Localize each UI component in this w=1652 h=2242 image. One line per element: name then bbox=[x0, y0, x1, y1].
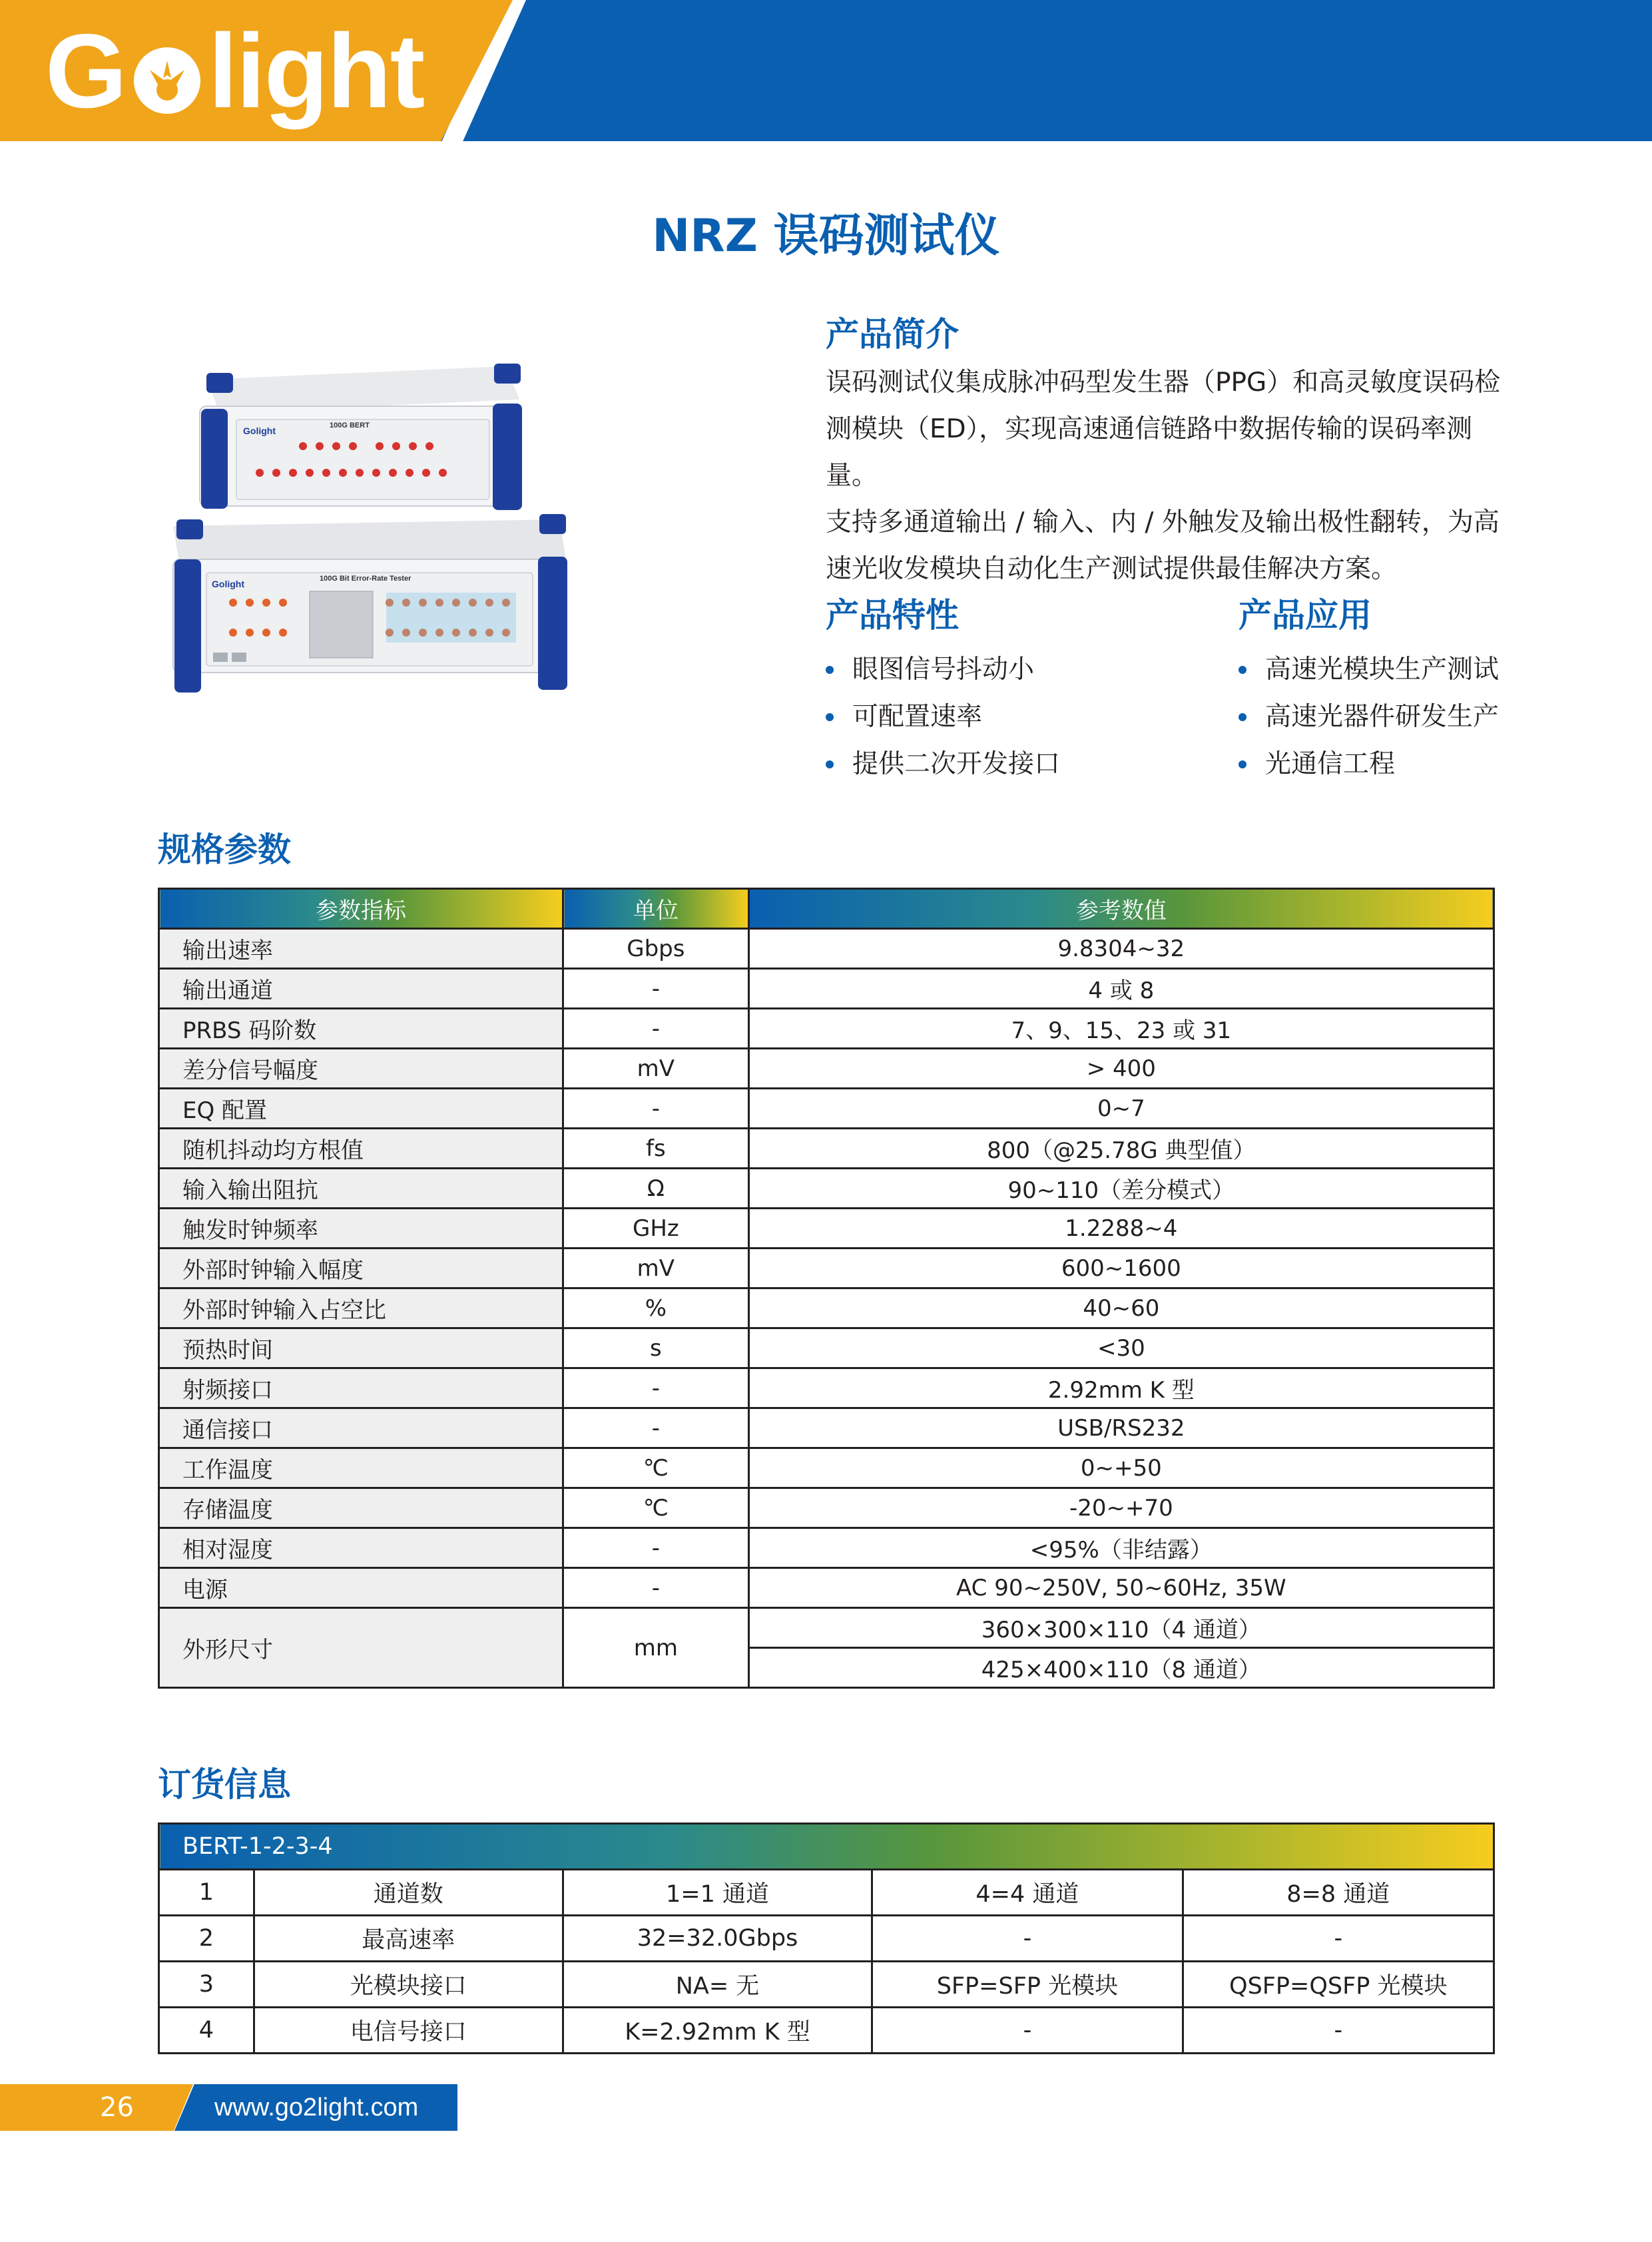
spec-value: 0~+50 bbox=[748, 1448, 1494, 1488]
order-cell: 8=8 通道 bbox=[1183, 1870, 1494, 1916]
order-cell: 4=4 通道 bbox=[872, 1870, 1183, 1916]
spec-row bbox=[159, 1169, 1494, 1209]
spec-value: 800（@25.78G 典型值） bbox=[748, 1129, 1494, 1169]
feature-item: 提供二次开发接口 bbox=[826, 740, 1060, 788]
spec-row bbox=[159, 929, 1494, 969]
bottom-unit-label: 100G Bit Error-Rate Tester bbox=[320, 575, 412, 583]
spec-name: 外部时钟输入幅度 bbox=[159, 1249, 563, 1288]
spec-name: 外部时钟输入占空比 bbox=[159, 1288, 563, 1328]
spec-name: 预热时间 bbox=[159, 1328, 563, 1368]
footer-page-panel bbox=[0, 2084, 193, 2131]
spec-unit: - bbox=[563, 1408, 749, 1448]
order-cell: - bbox=[1183, 1916, 1494, 1962]
spec-row bbox=[159, 1328, 1494, 1368]
spec-row bbox=[159, 1488, 1494, 1528]
order-index: 4 bbox=[159, 2008, 254, 2054]
spec-value: -20~+70 bbox=[748, 1488, 1494, 1528]
spec-row bbox=[159, 969, 1494, 1009]
order-cell: 32=32.0Gbps bbox=[563, 1916, 872, 1962]
order-cell: 光模块接口 bbox=[254, 1962, 563, 2008]
spec-body bbox=[159, 929, 1494, 1688]
top-unit-image bbox=[200, 364, 522, 510]
spec-value: 600~1600 bbox=[748, 1249, 1494, 1288]
feature-item: 可配置速率 bbox=[826, 693, 1060, 740]
order-cell: - bbox=[872, 2008, 1183, 2054]
order-index: 3 bbox=[159, 1962, 254, 2008]
spec-unit: - bbox=[563, 1009, 749, 1049]
spec-row bbox=[159, 1129, 1494, 1169]
spec-name: 触发时钟频率 bbox=[159, 1209, 563, 1249]
spec-value: 360×300×110（4 通道） bbox=[748, 1608, 1494, 1648]
spec-row bbox=[159, 1368, 1494, 1408]
order-code-row bbox=[159, 1824, 1494, 1870]
spec-value: USB/RS232 bbox=[748, 1408, 1494, 1448]
spec-unit: fs bbox=[563, 1129, 749, 1169]
spec-name: 差分信号幅度 bbox=[159, 1049, 563, 1089]
page-title: NRZ 误码测试仪 bbox=[652, 210, 1000, 262]
order-body bbox=[159, 1824, 1494, 2054]
page-number: 26 bbox=[100, 2092, 134, 2123]
spec-unit: GHz bbox=[563, 1209, 749, 1249]
spec-unit: - bbox=[563, 1089, 749, 1129]
intro-line: 测模块（ED），实现高速通信链路中数据传输的误码率测量。 bbox=[826, 414, 1473, 491]
intro-line: 速光收发模块自动化生产测试提供最佳解决方案。 bbox=[826, 554, 1398, 584]
spec-value: 0~7 bbox=[748, 1089, 1494, 1129]
spec-unit: ℃ bbox=[563, 1488, 749, 1528]
order-cell: 通道数 bbox=[254, 1870, 563, 1916]
spec-unit: s bbox=[563, 1328, 749, 1368]
spec-name: 输出速率 bbox=[159, 929, 563, 969]
spec-value: 7、9、15、23 或 31 bbox=[748, 1009, 1494, 1049]
spec-heading: 规格参数 bbox=[158, 830, 291, 869]
spec-row bbox=[159, 1009, 1494, 1049]
bottom-unit-image bbox=[173, 514, 567, 693]
spec-name: 随机抖动均方根值 bbox=[159, 1129, 563, 1169]
spec-row bbox=[159, 1448, 1494, 1488]
applications-list bbox=[1239, 646, 1499, 788]
product-image bbox=[160, 360, 573, 719]
spec-row bbox=[159, 1408, 1494, 1448]
order-row bbox=[159, 1870, 1494, 1916]
spec-name: PRBS 码阶数 bbox=[159, 1009, 563, 1049]
spec-unit: - bbox=[563, 969, 749, 1009]
spec-name: EQ 配置 bbox=[159, 1089, 563, 1129]
spec-name: 外形尺寸 bbox=[159, 1608, 563, 1688]
spec-value: AC 90~250V, 50~60Hz, 35W bbox=[748, 1568, 1494, 1608]
spec-table bbox=[158, 888, 1495, 1689]
spec-row bbox=[159, 1049, 1494, 1089]
sun-icon bbox=[127, 41, 207, 121]
order-code: BERT-1-2-3-4 bbox=[159, 1824, 1494, 1870]
intro-line: 误码测试仪集成脉冲码型发生器（PPG）和高灵敏度误码检 bbox=[826, 368, 1501, 398]
spec-unit: mm bbox=[563, 1608, 749, 1688]
spec-unit: ℃ bbox=[563, 1448, 749, 1488]
spec-size-row bbox=[159, 1608, 1494, 1648]
spec-row bbox=[159, 1288, 1494, 1328]
order-cell: NA= 无 bbox=[563, 1962, 872, 2008]
spec-name: 射频接口 bbox=[159, 1368, 563, 1408]
spec-name: 输入输出阻抗 bbox=[159, 1169, 563, 1209]
top-unit-logo: Golight bbox=[243, 425, 276, 436]
spec-unit: - bbox=[563, 1568, 749, 1608]
spec-col-header: 参考数值 bbox=[748, 889, 1494, 929]
application-item: 高速光模块生产测试 bbox=[1239, 646, 1499, 693]
order-row bbox=[159, 1962, 1494, 2008]
spec-unit: Ω bbox=[563, 1169, 749, 1209]
spec-name: 通信接口 bbox=[159, 1408, 563, 1448]
application-item: 高速光器件研发生产 bbox=[1239, 693, 1499, 740]
order-row bbox=[159, 1916, 1494, 1962]
order-index: 2 bbox=[159, 1916, 254, 1962]
golight-logo: G light bbox=[45, 12, 424, 130]
spec-unit: - bbox=[563, 1368, 749, 1408]
order-heading: 订货信息 bbox=[158, 1765, 291, 1804]
order-cell: QSFP=QSFP 光模块 bbox=[1183, 1962, 1494, 2008]
order-cell: 1=1 通道 bbox=[563, 1870, 872, 1916]
spec-name: 存储温度 bbox=[159, 1488, 563, 1528]
spec-row bbox=[159, 1209, 1494, 1249]
spec-col-header: 参数指标 bbox=[159, 889, 563, 929]
order-cell: SFP=SFP 光模块 bbox=[872, 1962, 1183, 2008]
spec-value: 1.2288~4 bbox=[748, 1209, 1494, 1249]
spec-name: 相对湿度 bbox=[159, 1528, 563, 1568]
intro-heading: 产品简介 bbox=[826, 315, 959, 354]
order-index: 1 bbox=[159, 1870, 254, 1916]
spec-name: 工作温度 bbox=[159, 1448, 563, 1488]
spec-value: <30 bbox=[748, 1328, 1494, 1368]
order-cell: 电信号接口 bbox=[254, 2008, 563, 2054]
spec-value: 425×400×110（8 通道） bbox=[748, 1648, 1494, 1688]
spec-unit: Gbps bbox=[563, 929, 749, 969]
order-cell: - bbox=[872, 1916, 1183, 1962]
spec-col-header: 单位 bbox=[563, 889, 749, 929]
spec-value: 9.8304~32 bbox=[748, 929, 1494, 969]
spec-value: > 400 bbox=[748, 1049, 1494, 1089]
features-heading: 产品特性 bbox=[826, 596, 959, 635]
order-row bbox=[159, 2008, 1494, 2054]
spec-header-row bbox=[159, 889, 1494, 929]
spec-unit: - bbox=[563, 1528, 749, 1568]
spec-unit: % bbox=[563, 1288, 749, 1328]
spec-value: 90~110（差分模式） bbox=[748, 1169, 1494, 1209]
spec-value: 2.92mm K 型 bbox=[748, 1368, 1494, 1408]
spec-row bbox=[159, 1249, 1494, 1288]
spec-name: 电源 bbox=[159, 1568, 563, 1608]
order-table bbox=[158, 1822, 1495, 2054]
website-link[interactable]: www.go2light.com bbox=[214, 2094, 419, 2121]
intro-text bbox=[826, 360, 1505, 593]
order-cell: - bbox=[1183, 2008, 1494, 2054]
applications-heading: 产品应用 bbox=[1239, 596, 1372, 635]
intro-line: 支持多通道输出 / 输入、内 / 外触发及输出极性翻转，为高 bbox=[826, 507, 1500, 537]
bottom-unit-logo: Golight bbox=[212, 579, 244, 589]
spec-unit: mV bbox=[563, 1049, 749, 1089]
feature-item: 眼图信号抖动小 bbox=[826, 646, 1060, 693]
spec-value: 4 或 8 bbox=[748, 969, 1494, 1009]
spec-row bbox=[159, 1568, 1494, 1608]
features-list bbox=[826, 646, 1060, 788]
spec-row bbox=[159, 1089, 1494, 1129]
spec-unit: mV bbox=[563, 1249, 749, 1288]
spec-value: 40~60 bbox=[748, 1288, 1494, 1328]
application-item: 光通信工程 bbox=[1239, 740, 1499, 788]
order-cell: K=2.92mm K 型 bbox=[563, 2008, 872, 2054]
spec-value: <95%（非结露） bbox=[748, 1528, 1494, 1568]
top-unit-label: 100G BERT bbox=[330, 421, 370, 429]
spec-name: 输出通道 bbox=[159, 969, 563, 1009]
order-cell: 最高速率 bbox=[254, 1916, 563, 1962]
spec-row bbox=[159, 1528, 1494, 1568]
